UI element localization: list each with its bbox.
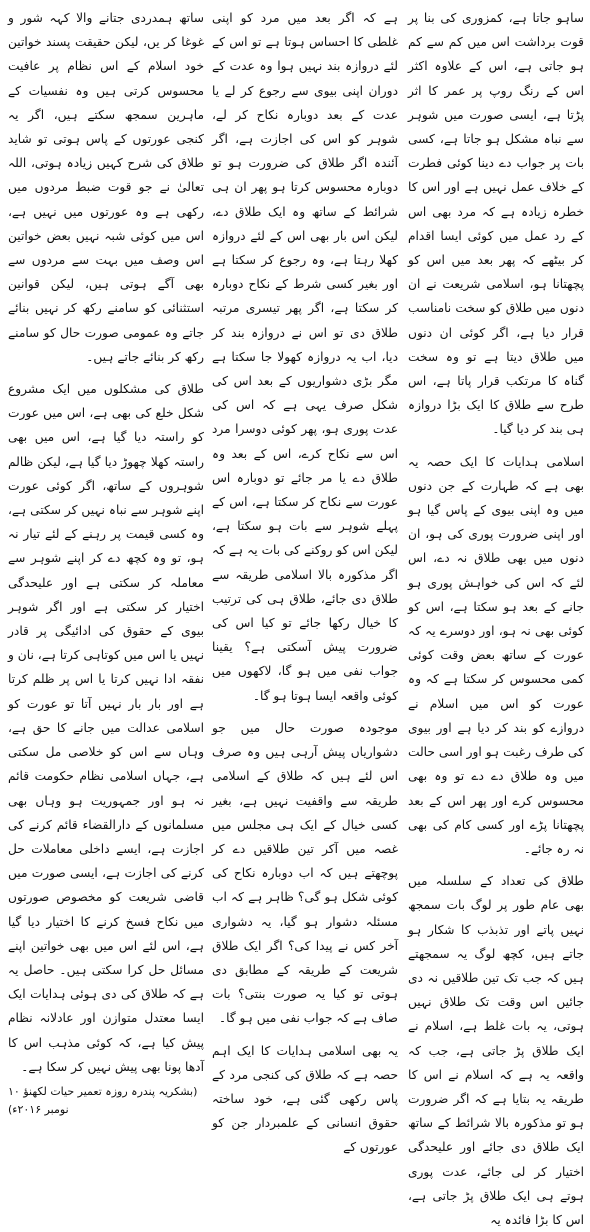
- paragraph: اسلامی ہدایات کا ایک حصہ یہ بھی ہے کہ طہارت کے جن دنوں میں وہ اپنی بیوی کے پاس گیا ہو اور اپنی ضرورت پوری کی ہو، ان دنوں میں بھی طلاق نہ دے، اس لئے کہ اس کی خواہش پوری ہو جانے کے بعد ہو سکتا ہے، اس کو کوئی بھی نہ ہو، اور دوسرے یہ کہ عورت کے ساتھ بعض وقت کوئی کمی محسوس کر سکتا ہے کہ وہ عورت کو اس میں اسلام نے دروازے کو بند کر دیا ہے اور بیوی کی طرف رغبت ہو اور اسی حالت میں وہ طلاق دے دے تو وہ بھی محسوس کرے اور پھر اس کے بعد پچھتانا پڑے اور کسی کام کی بھی نہ رہ جائے۔: [408, 454, 584, 856]
- paragraph: موجودہ صورت حال میں جو دشواریاں پیش آرہی ہیں وہ صرف اس لئے ہیں کہ طلاق کے اسلامی طریقہ سے واقفیت نہیں ہے، بغیر کسی خیال کے ایک ہی مجلس میں غصہ میں آکر تین طلاقیں دے کر پوچھتے ہیں کہ اب دوبارہ نکاح کی کوئی شکل ہو گی؟ ظاہر ہے کہ اب مسئلہ دشوار ہو گیا، یہ دشواری آخر کس نے پیدا کی؟ اگر ایک طلاق شریعت کے طریقہ کے مطابق دی ہوتی تو کیا یہ صورت بنتی؟ بات صاف ہے کہ جواب نفی میں ہو گا۔: [212, 720, 398, 1026]
- paragraph-gap: [408, 442, 584, 450]
- paragraph-gap: [212, 1031, 398, 1039]
- article-column-right: [408, 6, 584, 1227]
- paragraph-gap: [408, 861, 584, 869]
- source-credit: (بشکریہ پندرہ روزہ تعمیر حیات لکھنؤ ۱۰ نومبر ۲۰۱۶ء): [8, 1084, 198, 1116]
- paragraph: یہ بھی اسلامی ہدایات کا ایک اہم حصہ ہے کہ طلاق کی کنجی مرد کے پاس رکھی گئی ہے، خود ساختہ حقوق انسانی کے علمبردار جن کو عورتوں کے: [212, 1043, 398, 1155]
- paragraph: طلاق کی مشکلوں میں ایک مشروع شکل خلع کی بھی ہے، اس میں عورت کو راستہ دیا گیا ہے، اس میں بھی راستہ کھلا چھوڑ دیا گیا ہے، لیکن ظالم شوہروں کے ساتھ، اگر کوئی عورت اپنے شوہر سے نباہ نہیں کر سکتی ہے، وہ کسی قیمت پر رہنے کے لئے تیار نہ ہو، تو وہ کچھ دے کر اپنے شوہر سے معاملہ کر سکتی ہے اور علیحدگی اختیار کر سکتی ہے اور اگر شوہر بیوی کے حقوق کی ادائیگی پر قادر نہیں یا اس میں کوتاہی کرتا ہے، نان و نفقہ ادا نہیں کرتا یا اس پر ظلم کرتا ہے اور بار بار نہیں آتا تو عورت کو اسلامی عدالت میں جانے کا حق ہے، وہاں سے اس کو خلاصی مل سکتی ہے، جہاں اسلامی نظام حکومت قائم نہ ہو اور جمہوریت ہو وہاں بھی مسلمانوں کے دارالقضاء قائم کرنے کی اجازت ہے، ایسے داخلی معاملات حل کرنے کی اجازت ہے، ایسی صورت میں قاضی شریعت کو مخصوص صورتوں میں نکاح فسخ کرنے کا اختیار دیا گیا ہے، اس لئے اس میں بھی خواتین اپنے مسائل حل کرا سکتی ہیں۔ حاصل یہ ہے کہ طلاق کی دی ہوئی ہدایات ایک ایسا معتدل متوازن اور عادلانہ نظام پیش کیا ہے، کہ کوئی مذہب اس کا آدھا پونا بھی پیش نہیں کر سکا ہے۔: [8, 382, 204, 1074]
- paragraph: طلاق کی تعداد کے سلسلہ میں بھی عام طور پر لوگ بات سمجھ نہیں پاتے اور تذبذب کا شکار ہو جاتے ہیں، کچھ لوگ یہ سمجھتے ہیں کہ جب تک تین طلاقیں نہ دی جائیں اس وقت تک طلاق نہیں ہوتی، یہ بات غلط ہے، اسلام نے ایک طلاق پڑ جاتی ہے، جب کہ واقعہ یہ ہے کہ اسلام نے اس کا طریقہ یہ بتایا ہے کہ اگر ضرورت ہو تو مذکورہ بالا شرائط کے ساتھ ایک طلاق دی جائے اور علیحدگی اختیار کر لی جائے، عدت پوری ہوتے ہی ایک طلاق پڑ جاتی ہے، اس کا بڑا فائدہ یہ: [408, 874, 584, 1227]
- paragraph: ساتھ ہمدردی جتانے والا کہہ شور و غوغا کر یں، لیکن حقیقت پسند خواتین خود اسلام کے اس نظام پر عافیت محسوس کرتی ہیں وہ نفسیات کے ماہرین سمجھ سکتے ہیں، اگر یہ کنجی عورتوں کے پاس ہوتی تو شاید طلاق کی شرح کہیں زیادہ ہوتی، اللہ تعالیٰ نے جو قوت ضبط مردوں میں رکھی ہے وہ عورتوں میں نہیں ہے، اس میں کوئی شبہ نہیں بعض خواتین اس وصف میں بہت سے مردوں سے بھی آگے ہوتی ہیں، لیکن قوانین استثنائی کو سامنے رکھ کر نہیں بنائے جاتے وہ عمومی صورت حال کو سامنے رکھ کر بنائے جاتے ہیں۔: [8, 11, 204, 364]
- paragraph-gap: [8, 369, 204, 377]
- article-column-middle: [212, 6, 398, 1155]
- paragraph: ہے کہ اگر بعد میں مرد کو اپنی غلطی کا احساس ہوتا ہے تو اس کے لئے دروازہ بند نہیں ہوا وہ عدت کے دوران اپنی بیوی سے رجوع کر لے یا عدت کے بعد دوبارہ نکاح کر لے، شوہر کو اس کی اجازت ہے، اگر آئندہ اگر طلاق کی ضرورت ہو تو دوبارہ محسوس کرتا ہو پھر ان ہی شرائط کے ساتھ وہ ایک طلاق دے، لیکن اس بار بھی اس کے لئے دروازہ کھلا رہتا ہے، وہ رجوع کر سکتا ہے اور بغیر کسی شرط کے نکاح دوبارہ کر سکتا ہے، اگر پھر تیسری مرتبہ طلاق دی تو اس نے دروازہ بند کر دیا، اب یہ دروازہ کھولا جا سکتا ہے مگر بڑی دشواریوں کے بعد اس کی شکل صرف یہی ہے کہ اس کی عدت پوری ہو، پھر کوئی دوسرا مرد اس سے نکاح کرے، اس کے بعد وہ طلاق دے یا مر جائے تو دوبارہ اس عورت سے نکاح کر سکتا ہے، اس کے پہلے شوہر سے بات ہو سکتا ہے، لیکن اس کو روکنے کی بات یہ ہے کہ اگر مذکورہ بالا اسلامی طریقہ سے طلاق دی جائے، طلاق ہی کی ترتیب کا خیال رکھا جائے تو کیا اس کی ضرورت پیش آسکتی ہے؟ یقینا جواب نفی میں ہو گا، لاکھوں میں کوئی واقعہ ایسا ہوتا ہو گا۔: [212, 11, 398, 703]
- paragraph: ساہو جاتا ہے، کمزوری کی بنا پر قوت برداشت اس میں کم سے کم ہو جاتی ہے، اس کے علاوہ اکثر اس کے رنگ روپ پر عمر کا اثر پڑتا ہے، ایسی صورت میں شوہر سے نباہ مشکل ہو جاتا ہے، کسی بات پر جواب دے دینا کوئی فطرت کے خلاف عمل نہیں ہے اور اس کا خطرہ زیادہ ہے کہ مرد بھی اس کے رد عمل میں کوئی ایسا اقدام کر بیٹھے کہ پھر بعد میں اس کو پچھتانا ہو، اسلامی شریعت نے ان دنوں میں طلاق کو سخت نامناسب قرار دیا ہے، اگر کوئی ان دنوں میں طلاق دیتا ہے تو وہ سخت گناہ کا مرتکب قرار پاتا ہے، اس طرح سے طلاق کا ایک بڑا دروازہ ہی بند کر دیا گیا۔: [408, 11, 584, 437]
- paragraph-gap: [212, 708, 398, 716]
- article-column-left: [8, 6, 204, 1116]
